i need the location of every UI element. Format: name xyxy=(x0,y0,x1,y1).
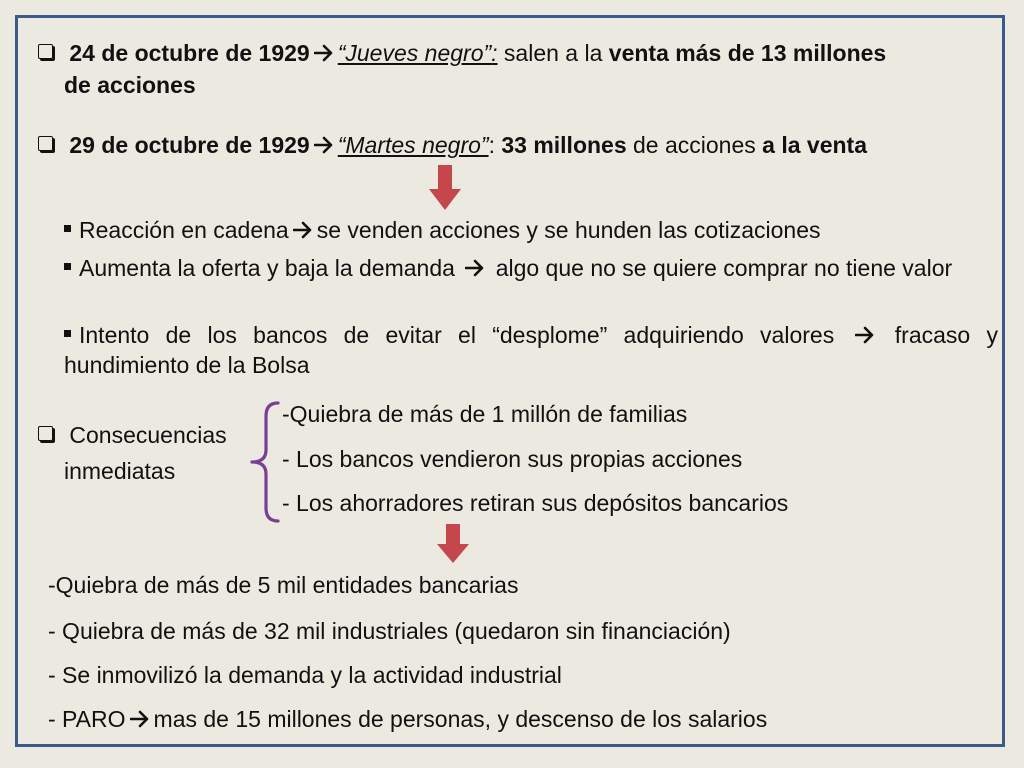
brace-item-ahorradores: - Los ahorradores retiran sus depósitos bancarios xyxy=(282,490,789,516)
final-item-demanda: - Se inmovilizó la demanda y la actividad industrial xyxy=(48,662,562,688)
square-bullet-icon xyxy=(64,263,71,270)
final-item-paro: - PARO mas de 15 millones de personas, y descenso de los salarios xyxy=(48,706,768,732)
sub-item-reaccion: Reacción en cadena se venden acciones y se hunden las cotizaciones xyxy=(64,215,820,245)
checkbox-bullet-icon xyxy=(38,136,53,151)
right-arrow-icon xyxy=(314,44,334,62)
brace-item-familias: -Quiebra de más de 1 millón de familias xyxy=(282,401,688,427)
checkbox-bullet-icon xyxy=(38,44,53,59)
right-arrow-icon xyxy=(855,326,875,344)
item-jueves-negro: 24 de octubre de 1929 “Jueves negro”: salen a la venta más de 13 millones xyxy=(38,38,886,68)
brace-item-bancos: - Los bancos vendieron sus propias acciones xyxy=(282,446,743,472)
item-martes-negro: 29 de octubre de 1929 “Martes negro”: 33 millones de acciones a la venta xyxy=(38,130,867,160)
curly-brace-icon xyxy=(246,400,282,529)
checkbox-bullet-icon xyxy=(38,426,53,441)
right-arrow-icon xyxy=(465,259,485,277)
square-bullet-icon xyxy=(64,225,71,232)
sub-item-oferta: Aumenta la oferta y baja la demanda algo que no se quiere comprar no tiene valor xyxy=(64,253,998,283)
right-arrow-icon xyxy=(130,710,150,728)
final-item-industriales: - Quiebra de más de 32 mil industriales (quedaron sin financiación) xyxy=(48,618,731,644)
down-arrow-icon xyxy=(436,524,470,570)
consecuencias-label-line2: inmediatas xyxy=(64,458,176,484)
right-arrow-icon xyxy=(314,136,334,154)
square-bullet-icon xyxy=(64,330,71,337)
down-arrow-icon xyxy=(428,165,462,211)
final-item-entidades: -Quiebra de más de 5 mil entidades bancarias xyxy=(48,572,519,598)
consecuencias-label: Consecuencias xyxy=(38,420,227,450)
sub-item-bancos: Intento de los bancos de evitar el “desplome” adquiriendo valores fracaso y hundimiento de la Bolsa xyxy=(64,322,999,378)
item-jueves-negro-line2: de acciones xyxy=(64,72,196,98)
right-arrow-icon xyxy=(293,221,313,239)
